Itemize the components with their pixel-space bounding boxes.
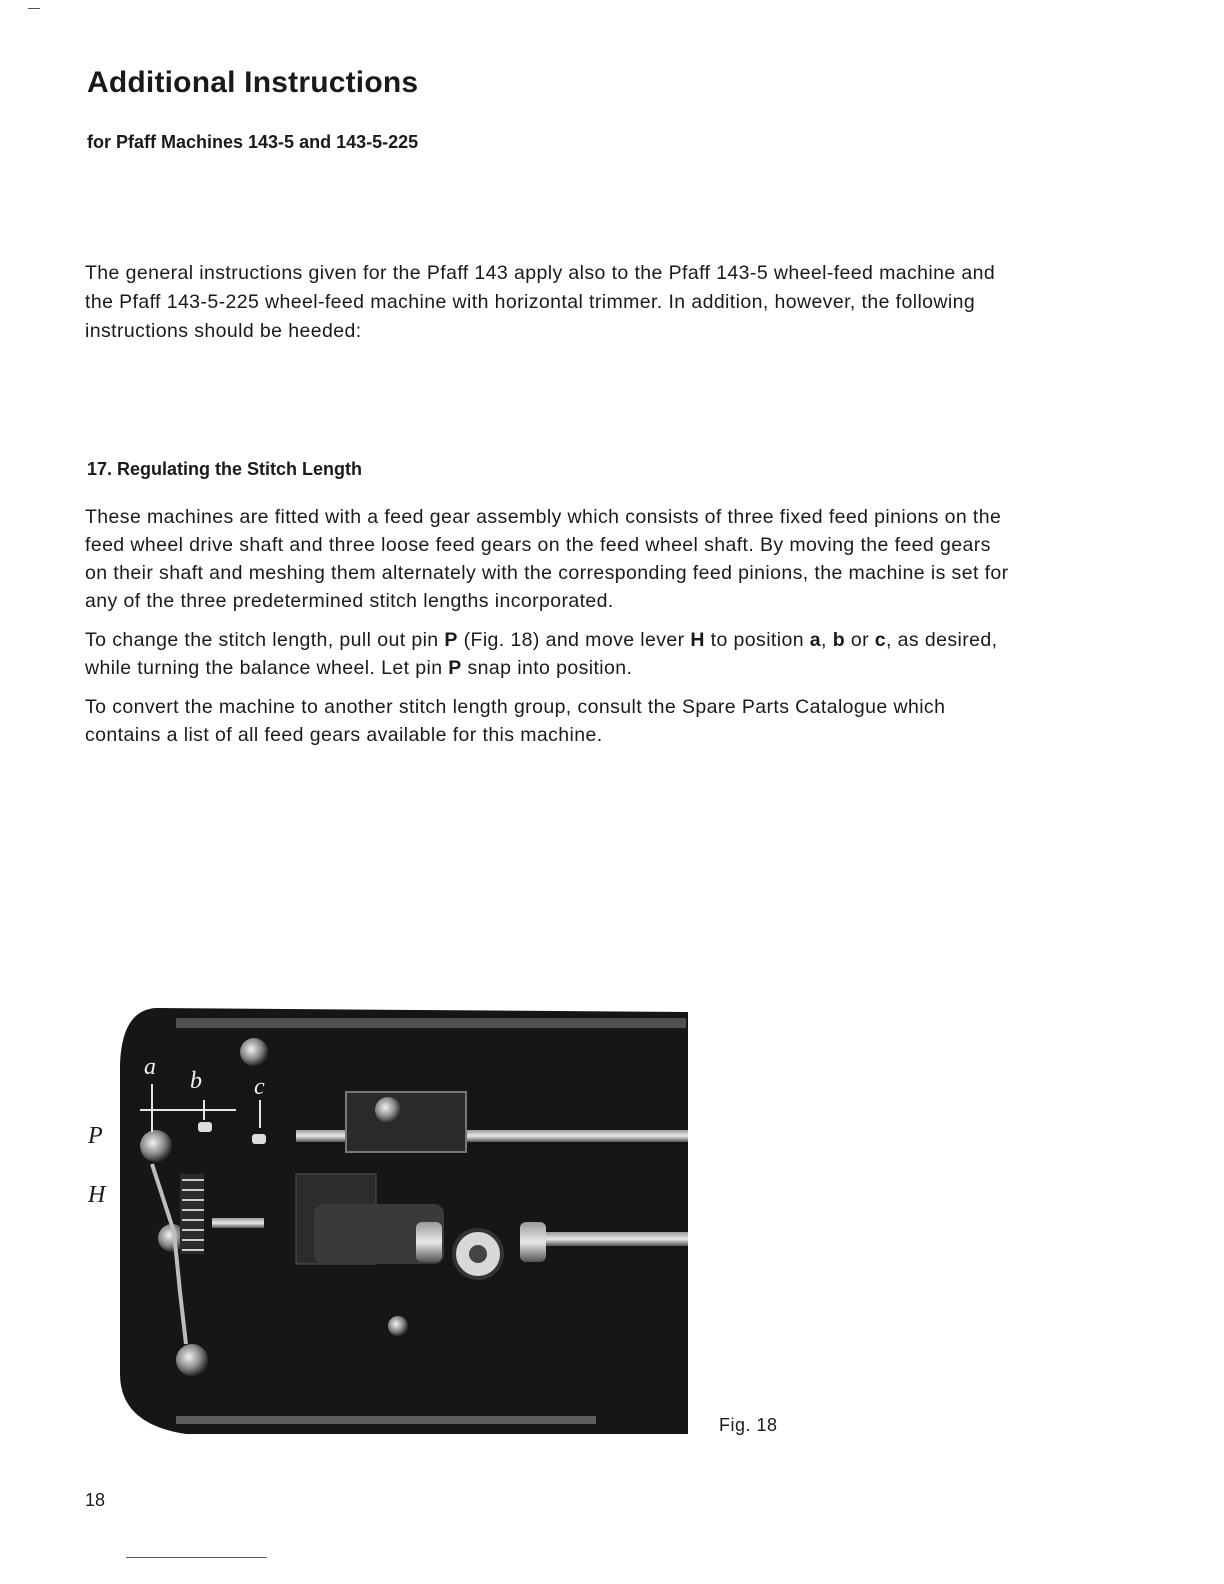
paragraph-feed-gear: These machines are fitted with a feed gear assembly which consists of three fixed feed pinions on the feed wheel drive shaft and three loose feed gears on the feed wheel shaft. By moving the feed gears on their shaft and meshing them alternately with the corresponding feed pinions, the machine is set for any of the three predetermined stitch lengths incorporated. bbox=[85, 506, 1009, 612]
page-subtitle: for Pfaff Machines 143-5 and 143-5-225 bbox=[87, 132, 419, 152]
scan-artifact bbox=[28, 8, 40, 9]
pin-p-icon bbox=[140, 1130, 172, 1162]
screw-icon bbox=[375, 1097, 401, 1123]
text-run: , as desired, while turning the balance wheel. Let pin bbox=[85, 629, 998, 679]
collar-hole-icon bbox=[469, 1245, 487, 1263]
screw-icon bbox=[388, 1316, 408, 1336]
feed-block bbox=[346, 1092, 466, 1152]
text-run: , bbox=[821, 629, 833, 651]
position-label-a: a bbox=[144, 1054, 156, 1080]
callout-label-h: H bbox=[88, 1182, 106, 1208]
bold-lever-h: H bbox=[690, 629, 705, 651]
paragraph-change-stitch bbox=[85, 626, 1015, 682]
page-number: 18 bbox=[85, 1490, 106, 1510]
section-body bbox=[85, 503, 1015, 760]
screw-icon bbox=[176, 1344, 208, 1376]
bottom-rail bbox=[176, 1416, 596, 1424]
feed-gear bbox=[416, 1222, 442, 1262]
position-label-c: c bbox=[254, 1074, 265, 1100]
wheel-shaft bbox=[536, 1232, 688, 1246]
bold-position-b: b bbox=[832, 629, 845, 651]
text-run: snap into position. bbox=[461, 657, 633, 679]
text-run: To change the stitch length, pull out pin bbox=[85, 629, 445, 651]
bold-pin-p: P bbox=[448, 657, 462, 679]
paragraph-convert: To convert the machine to another stitch length group, consult the Spare Parts Catalogue which contains a list of all feed gears available for this machine. bbox=[85, 696, 946, 746]
text-run: (Fig. 18) and move lever bbox=[457, 629, 691, 651]
figure-caption: Fig. 18 bbox=[719, 1415, 778, 1435]
bottom-divider bbox=[126, 1557, 267, 1558]
page-title: Additional Instructions bbox=[87, 66, 419, 99]
feed-gear bbox=[520, 1222, 546, 1262]
top-rail bbox=[176, 1018, 686, 1028]
text-run: to position bbox=[704, 629, 810, 651]
position-label-b: b bbox=[190, 1068, 202, 1094]
callout-label-p: P bbox=[88, 1123, 103, 1149]
section-heading: 17. Regulating the Stitch Length bbox=[87, 459, 363, 479]
intro-paragraph: The general instructions given for the Pfaff 143 apply also to the Pfaff 143-5 wheel-feed machine and the Pfaff 143-5-225 wheel-feed machine with horizontal trimmer. In addition, however, the following instructions should be heeded: bbox=[85, 262, 996, 342]
bold-position-a: a bbox=[809, 629, 822, 651]
text-run: or bbox=[845, 629, 875, 651]
screw-icon bbox=[240, 1038, 268, 1066]
bold-pin-p: P bbox=[444, 629, 458, 651]
figure-photo bbox=[116, 1004, 690, 1436]
connecting-rod bbox=[212, 1218, 264, 1228]
bold-position-c: c bbox=[874, 629, 887, 651]
machine-photo-illustration bbox=[116, 1004, 690, 1436]
gear-teeth bbox=[180, 1174, 204, 1254]
